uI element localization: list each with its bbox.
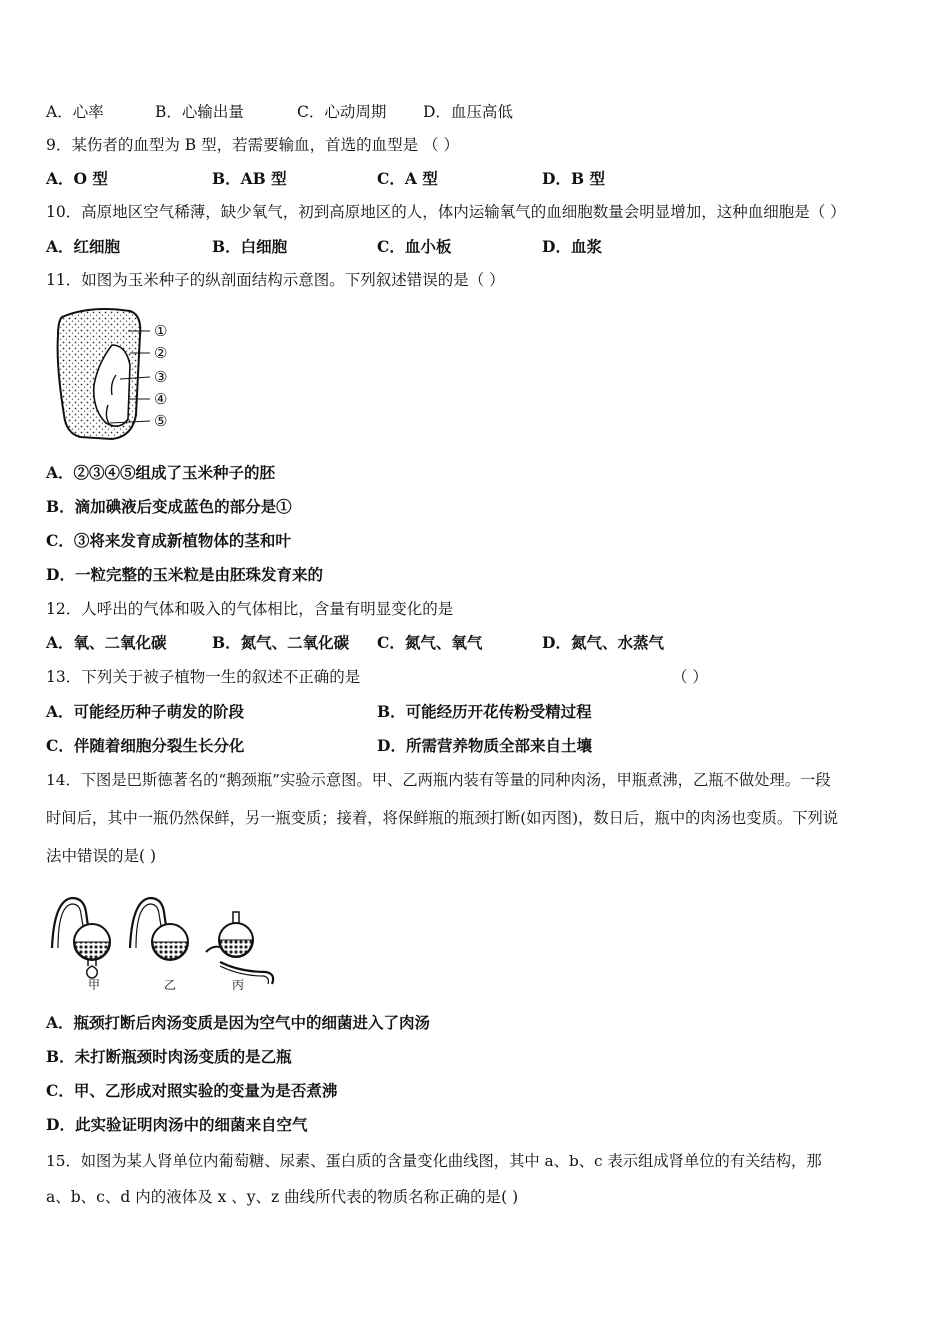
q9-option-d: D．B 型 [542,169,605,188]
corn-seed-figure [50,305,180,445]
seed-label-4: ④ [154,390,168,408]
seed-label-2: ② [154,344,168,362]
q12-stem: 12．人呼出的气体和吸入的气体相比，含量有明显变化的是 [46,600,454,618]
q12-option-a: A．氧、二氧化碳 [46,633,167,652]
q12-option-d: D．氮气、水蒸气 [542,633,664,652]
q9-stem: 9．某伤者的血型为 B 型，若需要输血，首选的血型是 （ ） [46,136,459,154]
q12-option-b: B．氮气、二氧化碳 [212,633,350,652]
flask-label-yi: 乙 [164,978,177,992]
q9-option-c: C．A 型 [377,169,438,188]
q14-stem-line1: 14．下图是巴斯德著名的“鹅颈瓶”实验示意图。甲、乙两瓶内装有等量的同种肉汤，甲瓶煮沸，乙瓶不做处理。一段 [46,771,831,789]
q10-option-a: A．红细胞 [46,237,121,256]
q14-stem-line2: 时间后，其中一瓶仍然保鲜，另一瓶变质；接着，将保鲜瓶的瓶颈打断(如丙图)，数日后，瓶中的肉汤也变质。下列说 [46,809,839,827]
q10-option-b: B．白细胞 [212,237,288,256]
q10-option-d: D．血浆 [542,237,602,256]
q14-option-d: D．此实验证明肉汤中的细菌来自空气 [46,1115,308,1134]
q14-option-c: C．甲、乙形成对照实验的变量为是否煮沸 [46,1081,338,1100]
seed-label-1: ① [154,322,168,340]
q14-option-a: A．瓶颈打断后肉汤变质是因为空气中的细菌进入了肉汤 [46,1013,431,1032]
flask-label-jia: 甲 [88,978,101,992]
q14-stem-line3: 法中错误的是( ) [46,847,157,865]
q13-option-c: C．伴随着细胞分裂生长分化 [46,736,245,755]
q9-option-a: A．O 型 [46,169,108,188]
q11-stem: 11．如图为玉米种子的纵剖面结构示意图。下列叙述错误的是（ ） [46,271,505,289]
q11-option-b: B．滴加碘液后变成蓝色的部分是① [46,497,292,516]
seed-label-3: ③ [154,368,168,386]
q15-stem-line1: 15．如图为某人肾单位内葡萄糖、尿素、蛋白质的含量变化曲线图，其中 a、b、c 表示组成肾单位的有关结构，那 [46,1152,822,1170]
q11-option-a: A．②③④⑤组成了玉米种子的胚 [46,463,276,482]
q13-stem: 13．下列关于被子植物一生的叙述不正确的是 [46,668,361,686]
q8-option-a: A．心率 [46,103,104,121]
q13-option-b: B．可能经历开花传粉受精过程 [377,702,592,721]
q14-option-b: B．未打断瓶颈时肉汤变质的是乙瓶 [46,1047,292,1066]
q13-option-a: A．可能经历种子萌发的阶段 [46,702,245,721]
q10-stem: 10．高原地区空气稀薄，缺少氧气，初到高原地区的人，体内运输氧气的血细胞数量会明显增加，这种血细胞是（ ） [46,203,846,221]
q9-option-b: B．AB 型 [212,169,287,188]
swan-neck-flask-figure [44,890,284,995]
q15-stem-line2: a、b、c、d 内的液体及 x 、y、z 曲线所代表的物质名称正确的是( ) [46,1188,519,1206]
q13-answer-paren: （ ） [672,668,708,686]
flask-label-bing: 丙 [232,978,245,992]
q8-option-b: B．心输出量 [155,103,244,121]
q11-option-c: C．③将来发育成新植物体的茎和叶 [46,531,291,550]
seed-label-5: ⑤ [154,412,168,430]
q10-option-c: C．血小板 [377,237,452,256]
q8-option-d: D．血压高低 [423,103,513,121]
q11-option-d: D．一粒完整的玉米粒是由胚珠发育来的 [46,565,323,584]
q8-option-c: C．心动周期 [297,103,387,121]
q13-option-d: D．所需营养物质全部来自土壤 [377,736,592,755]
q12-option-c: C．氮气、氧气 [377,633,483,652]
